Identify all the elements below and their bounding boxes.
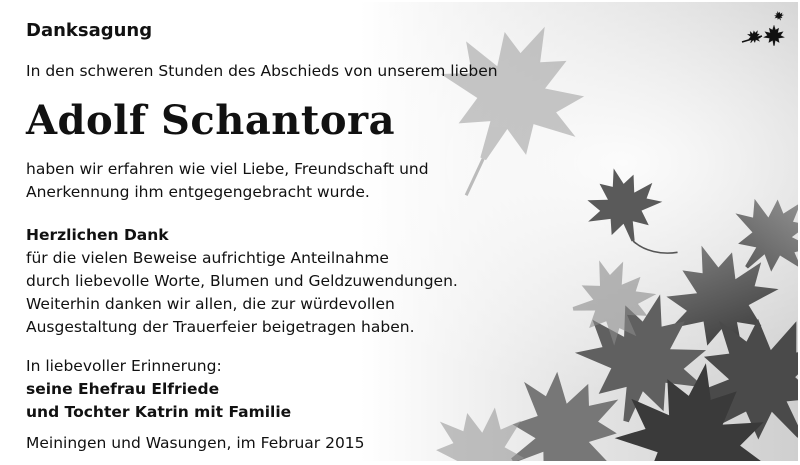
thanks-line: durch liebevolle Worte, Blumen und Geldzuwendungen. [26, 272, 458, 290]
intro-line: In den schweren Stunden des Abschieds von unserem lieben [26, 62, 498, 80]
thanks-title: Herzlichen Dank [26, 226, 169, 244]
thanks-line: für die vielen Beweise aufrichtige Anteilnahme [26, 249, 389, 267]
signer: und Tochter Katrin mit Familie [26, 403, 292, 421]
thanks-line: Weiterhin danken wir allen, die zur würdevollen [26, 295, 395, 313]
thanks-line: Ausgestaltung der Trauerfeier beigetragen haben. [26, 318, 415, 336]
place-date: Meiningen und Wasungen, im Februar 2015 [26, 434, 365, 452]
body-line: Anerkennung ihm entgegengebracht wurde. [26, 183, 370, 201]
obituary-thanks-notice [2, 2, 798, 461]
signer: seine Ehefrau Elfriede [26, 380, 220, 398]
deceased-name: Adolf Schantora [26, 97, 395, 144]
heading: Danksagung [26, 20, 153, 41]
closing: In liebevoller Erinnerung: [26, 357, 222, 375]
body-line: haben wir erfahren wie viel Liebe, Freundschaft und [26, 160, 429, 178]
